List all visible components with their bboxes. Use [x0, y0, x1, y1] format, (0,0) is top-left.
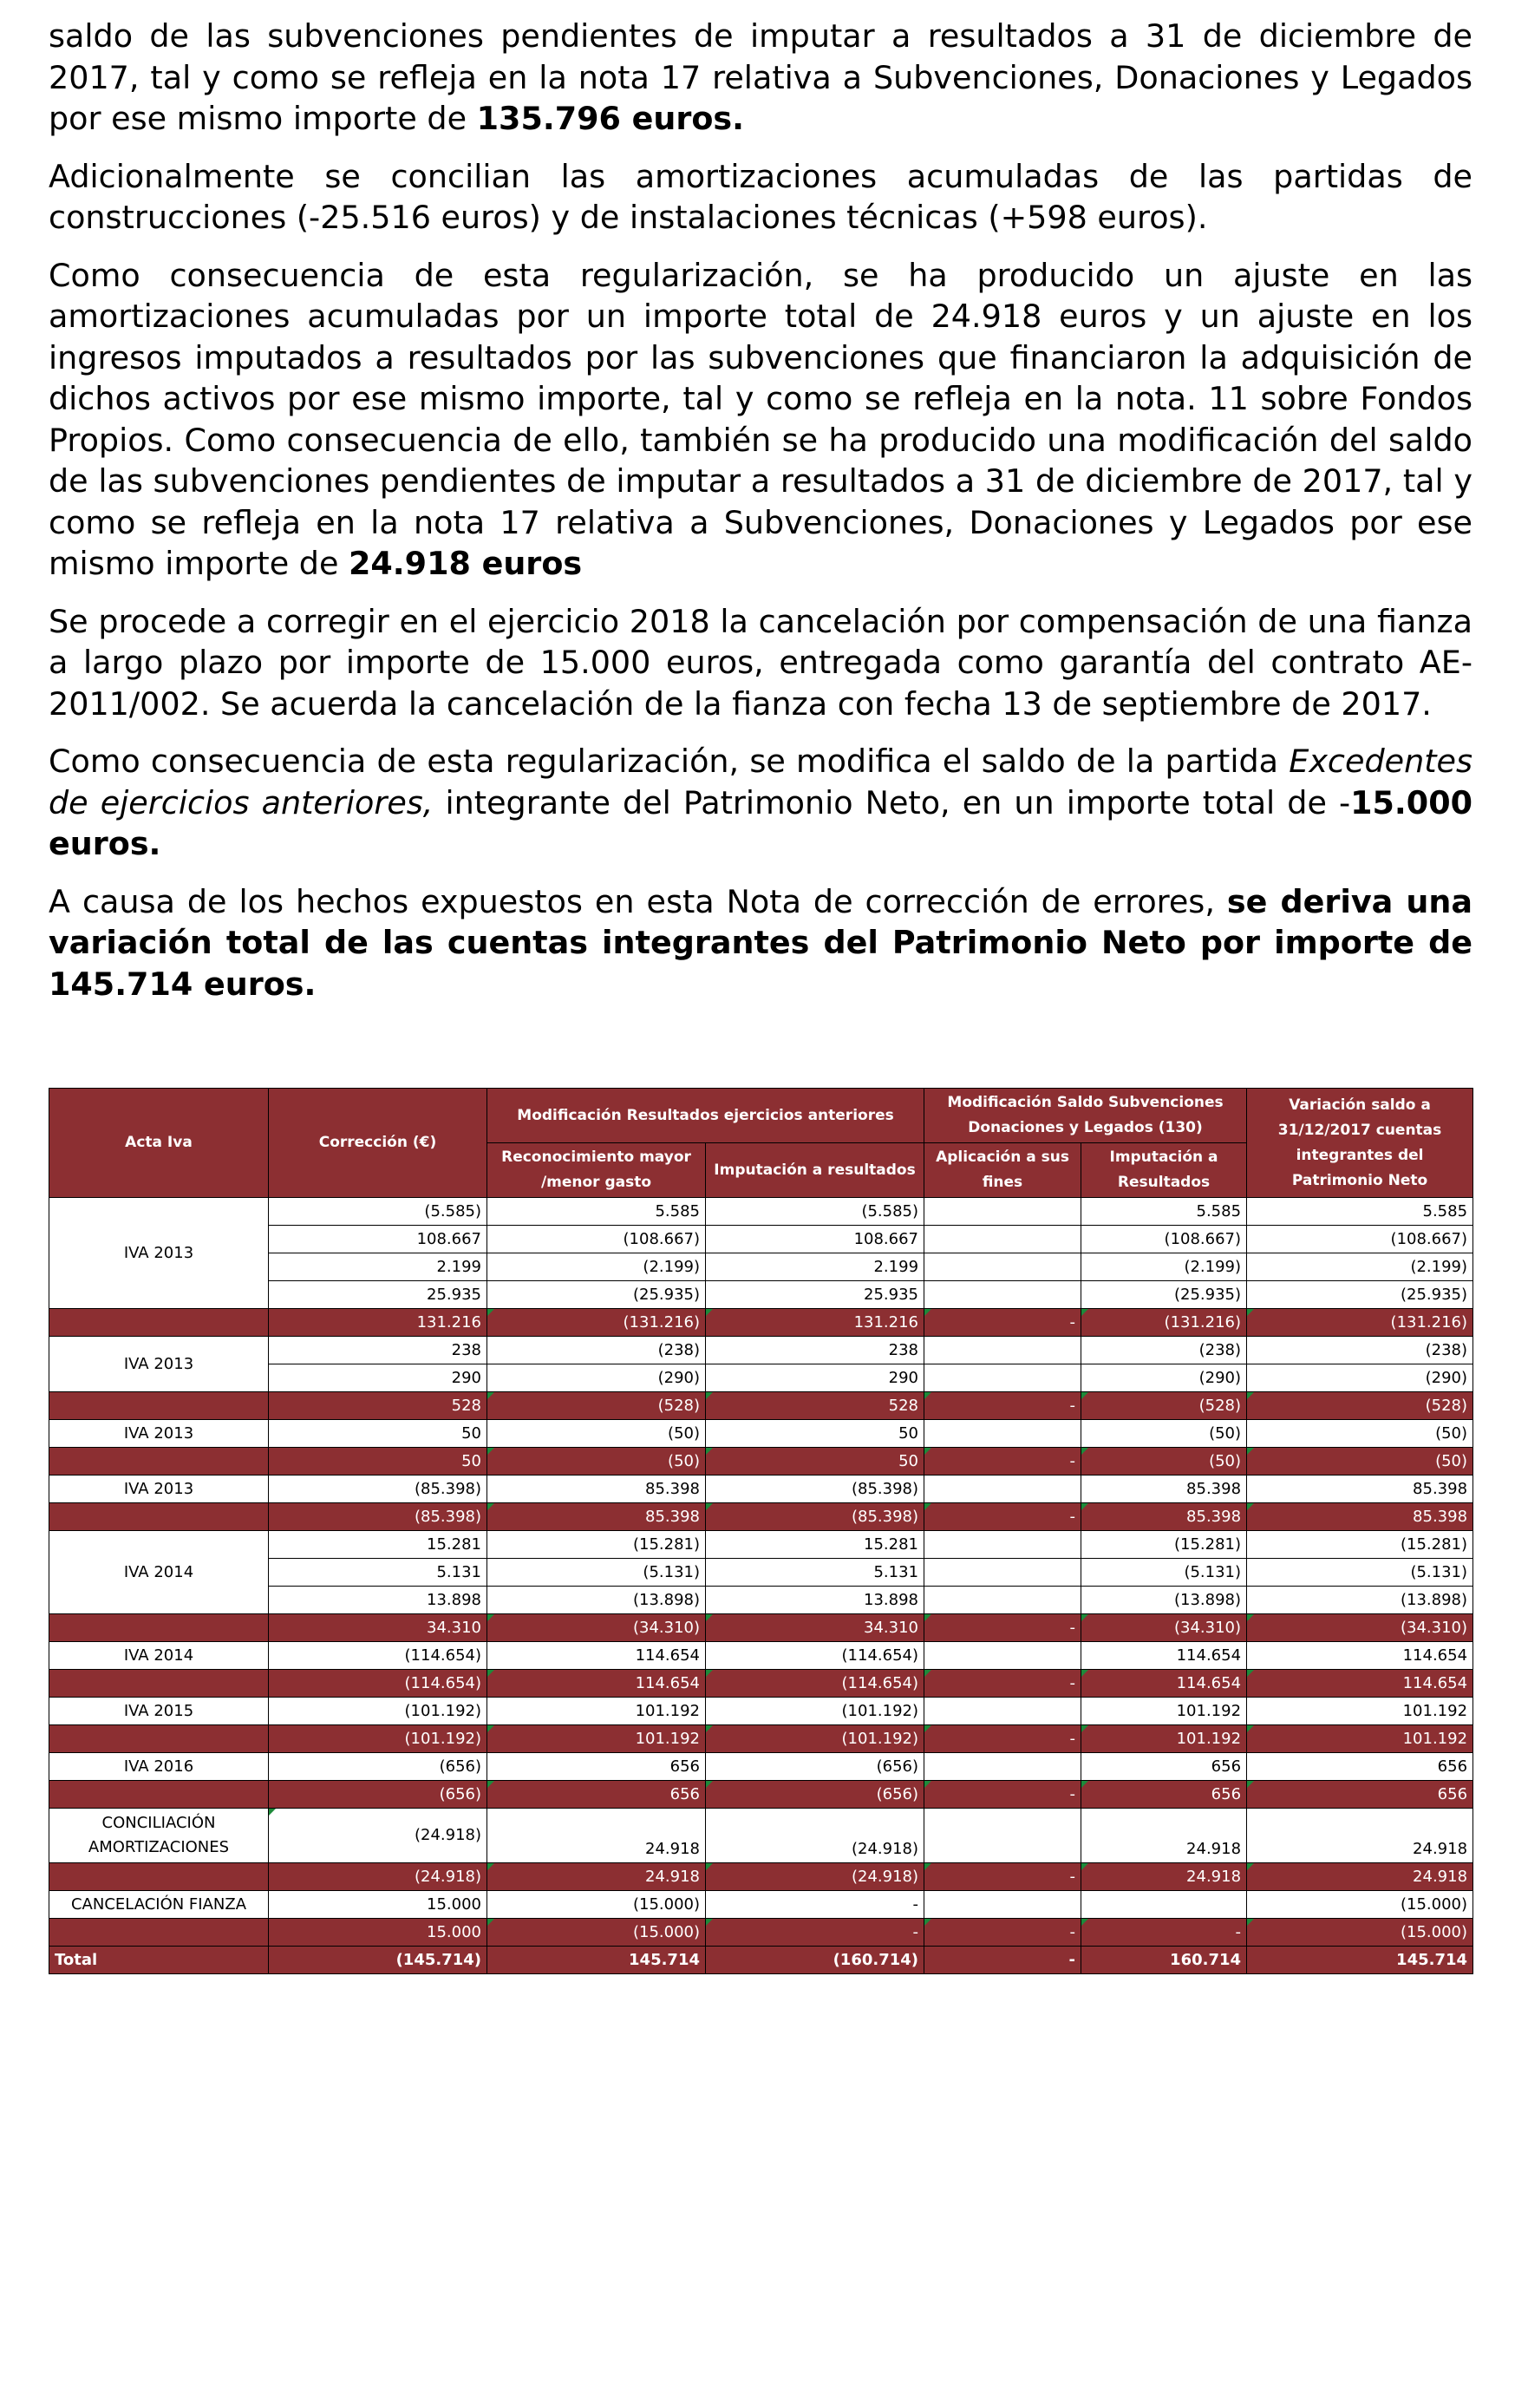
acta-label: IVA 2013 — [49, 1420, 269, 1448]
table-cell: 24.918 — [487, 1809, 706, 1863]
table-cell: (238) — [487, 1337, 706, 1364]
table-cell: (25.935) — [1081, 1281, 1247, 1309]
table-cell — [1081, 1891, 1247, 1919]
document-body — [49, 16, 1472, 1021]
subtotal-cell: (24.918) — [706, 1863, 924, 1891]
table-cell: (5.131) — [1247, 1559, 1473, 1587]
subtotal-cell: (131.216) — [1247, 1309, 1473, 1337]
table-cell: 290 — [706, 1364, 924, 1392]
subtotal-cell: (656) — [706, 1781, 924, 1809]
table-cell: (24.918) — [269, 1809, 487, 1863]
table-cell: 15.281 — [706, 1531, 924, 1559]
subtotal-cell: - — [924, 1781, 1081, 1809]
subtotal-row — [49, 1863, 1473, 1891]
subtotal-cell: 656 — [1081, 1781, 1247, 1809]
paragraph-1: saldo de las subvenciones pendientes de imputar a resultados a 31 de diciembre de 2017, tal y como se refleja en la nota 17 relativa a Subvenciones, Donaciones y Legados por ese mismo importe de 135.796 euros. — [49, 17, 1472, 137]
subtotal-cell: (528) — [487, 1392, 706, 1420]
total-cell: 160.714 — [1081, 1947, 1247, 1974]
subtotal-cell: 24.918 — [1247, 1863, 1473, 1891]
table-cell: 5.585 — [1081, 1198, 1247, 1226]
subtotal-cell: (528) — [1247, 1392, 1473, 1420]
subtotal-cell: (528) — [1081, 1392, 1247, 1420]
table-cell: (101.192) — [706, 1698, 924, 1725]
table-cell: 656 — [1081, 1753, 1247, 1781]
subtotal-cell: 528 — [706, 1392, 924, 1420]
table-cell: 114.654 — [1247, 1642, 1473, 1670]
subtotal-cell: 114.654 — [1081, 1670, 1247, 1698]
table-body — [49, 1198, 1473, 1974]
table-cell: (5.131) — [1081, 1559, 1247, 1587]
subtotal-cell: - — [924, 1503, 1081, 1531]
subtotal-cell: (114.654) — [269, 1670, 487, 1698]
table-cell: (15.281) — [1081, 1531, 1247, 1559]
header-correccion: Corrección (€) — [269, 1089, 487, 1198]
subtotal-cell: 528 — [269, 1392, 487, 1420]
subtotal-cell: - — [706, 1919, 924, 1947]
table-cell: (101.192) — [269, 1698, 487, 1725]
header-aplicacion-fines: Aplicación a sus fines — [924, 1143, 1081, 1198]
subtotal-cell: - — [1081, 1919, 1247, 1947]
subtotal-cell: (24.918) — [269, 1863, 487, 1891]
table-cell: (50) — [1081, 1420, 1247, 1448]
table-cell — [924, 1559, 1081, 1587]
table-cell: 5.131 — [269, 1559, 487, 1587]
subtotal-cell: (50) — [487, 1448, 706, 1476]
subtotal-cell: - — [924, 1392, 1081, 1420]
subtotal-cell: (34.310) — [1081, 1614, 1247, 1642]
header-imputacion-resultados: Imputación a resultados — [706, 1143, 924, 1198]
table-cell: (15.281) — [487, 1531, 706, 1559]
subtotal-cell: (34.310) — [487, 1614, 706, 1642]
subtotal-spacer — [49, 1863, 269, 1891]
table-cell: 85.398 — [1247, 1476, 1473, 1503]
total-label: Total — [49, 1947, 269, 1974]
paragraph-3: Como consecuencia de esta regularización, se ha producido un ajuste en las amortizaciones acumuladas por un importe total de 24.918 euros y un ajuste en los ingresos imputados a resultados por las subvenciones que financiaron la adquisición de dichos activos por ese mismo importe, tal y como se refleja en la nota. 11 sobre Fondos Propios. Como consecuencia de ello, también se ha producido una modificación del saldo de las subvenciones pendientes de imputar a resultados a 31 de diciembre de 2017, tal y como se refleja en la nota 17 relativa a Subvenciones, Donaciones y Legados por ese mismo importe de 24.918 euros — [49, 256, 1472, 582]
subtotal-cell: 101.192 — [1081, 1725, 1247, 1753]
table-cell: 114.654 — [1081, 1642, 1247, 1670]
table-row — [49, 1420, 1473, 1448]
table-cell: 2.199 — [269, 1253, 487, 1281]
subtotal-cell: 656 — [487, 1781, 706, 1809]
subtotal-cell: - — [924, 1448, 1081, 1476]
subtotal-spacer — [49, 1614, 269, 1642]
table-cell: (290) — [1081, 1364, 1247, 1392]
subtotal-spacer — [49, 1448, 269, 1476]
table-cell: 238 — [269, 1337, 487, 1364]
table-cell — [924, 1809, 1081, 1863]
table-cell: (13.898) — [1247, 1587, 1473, 1614]
subtotal-cell: 101.192 — [487, 1725, 706, 1753]
subtotal-spacer — [49, 1309, 269, 1337]
total-cell: (145.714) — [269, 1947, 487, 1974]
table-cell — [924, 1226, 1081, 1253]
acta-label: IVA 2016 — [49, 1753, 269, 1781]
acta-label: IVA 2015 — [49, 1698, 269, 1725]
table-cell: (108.667) — [1081, 1226, 1247, 1253]
subtotal-cell: 101.192 — [1247, 1725, 1473, 1753]
table-cell: 108.667 — [269, 1226, 487, 1253]
paragraph-6: A causa de los hechos expuestos en esta Nota de corrección de errores, se deriva una variación total de las cuentas integrantes del Patrimonio Neto por importe de 145.714 euros. — [49, 882, 1472, 1003]
header-variacion: Variación saldo a 31/12/2017 cuentas integrantes del Patrimonio Neto — [1247, 1089, 1473, 1198]
subtotal-row — [49, 1919, 1473, 1947]
subtotal-row — [49, 1781, 1473, 1809]
table-cell: 50 — [706, 1420, 924, 1448]
subtotal-cell: (131.216) — [487, 1309, 706, 1337]
table-cell: 108.667 — [706, 1226, 924, 1253]
subtotal-cell: (114.654) — [706, 1670, 924, 1698]
table-cell: (108.667) — [487, 1226, 706, 1253]
header-acta: Acta Iva — [49, 1089, 269, 1198]
table-cell: (108.667) — [1247, 1226, 1473, 1253]
table-cell — [924, 1753, 1081, 1781]
table-cell — [924, 1891, 1081, 1919]
table-cell: 85.398 — [1081, 1476, 1247, 1503]
table-cell: 238 — [706, 1337, 924, 1364]
table-row — [49, 1891, 1473, 1919]
table-row — [49, 1476, 1473, 1503]
subtotal-cell: 114.654 — [1247, 1670, 1473, 1698]
subtotal-cell: - — [924, 1670, 1081, 1698]
subtotal-cell: - — [924, 1725, 1081, 1753]
subtotal-cell: (101.192) — [269, 1725, 487, 1753]
paragraph-2: Adicionalmente se concilian las amortizaciones acumuladas de las partidas de construcciones (-25.516 euros) y de instalaciones técnicas (+598 euros). — [49, 157, 1472, 236]
acta-label: IVA 2014 — [49, 1531, 269, 1614]
total-cell: - — [924, 1947, 1081, 1974]
subtotal-spacer — [49, 1919, 269, 1947]
header-imputacion-Resultados: Imputación a Resultados — [1081, 1143, 1247, 1198]
acta-label: CANCELACIÓN FIANZA — [49, 1891, 269, 1919]
acta-label: IVA 2013 — [49, 1198, 269, 1309]
table-cell: 101.192 — [487, 1698, 706, 1725]
table-cell: (2.199) — [1081, 1253, 1247, 1281]
table-cell: 24.918 — [1247, 1809, 1473, 1863]
table-cell: (114.654) — [706, 1642, 924, 1670]
subtotal-cell: 131.216 — [706, 1309, 924, 1337]
subtotal-cell: - — [924, 1863, 1081, 1891]
table-cell: (238) — [1081, 1337, 1247, 1364]
table-cell — [924, 1476, 1081, 1503]
table-cell: 50 — [269, 1420, 487, 1448]
table-cell: (15.000) — [487, 1891, 706, 1919]
subtotal-cell: (656) — [269, 1781, 487, 1809]
table-cell: (13.898) — [1081, 1587, 1247, 1614]
subtotal-cell: 15.000 — [269, 1919, 487, 1947]
header-mod-resultados: Modificación Resultados ejercicios anteriores — [487, 1089, 924, 1143]
subtotal-cell: 24.918 — [487, 1863, 706, 1891]
subtotal-row — [49, 1448, 1473, 1476]
subtotal-cell: 34.310 — [269, 1614, 487, 1642]
subtotal-cell: - — [924, 1614, 1081, 1642]
subtotal-spacer — [49, 1392, 269, 1420]
table-cell: (238) — [1247, 1337, 1473, 1364]
subtotal-cell: 85.398 — [1247, 1503, 1473, 1531]
subtotal-cell: - — [924, 1309, 1081, 1337]
subtotal-cell: (34.310) — [1247, 1614, 1473, 1642]
table-cell — [924, 1642, 1081, 1670]
table-cell: (24.918) — [706, 1809, 924, 1863]
table-cell: (13.898) — [487, 1587, 706, 1614]
table-cell — [924, 1198, 1081, 1226]
table-cell — [924, 1420, 1081, 1448]
subtotal-cell: 85.398 — [1081, 1503, 1247, 1531]
table-cell — [924, 1698, 1081, 1725]
subtotal-cell: (15.000) — [1247, 1919, 1473, 1947]
subtotal-spacer — [49, 1781, 269, 1809]
table-row — [49, 1642, 1473, 1670]
table-cell: (290) — [1247, 1364, 1473, 1392]
subtotal-row — [49, 1309, 1473, 1337]
table-row — [49, 1753, 1473, 1781]
table-cell: 25.935 — [269, 1281, 487, 1309]
subtotal-spacer — [49, 1725, 269, 1753]
table-cell: 2.199 — [706, 1253, 924, 1281]
subtotal-row — [49, 1670, 1473, 1698]
table-cell: 101.192 — [1247, 1698, 1473, 1725]
subtotal-row — [49, 1503, 1473, 1531]
table-header — [49, 1089, 1473, 1198]
subtotal-cell: 131.216 — [269, 1309, 487, 1337]
subtotal-cell: (15.000) — [487, 1919, 706, 1947]
subtotal-spacer — [49, 1670, 269, 1698]
header-mod-saldo: Modificación Saldo Subvenciones Donaciones y Legados (130) — [924, 1089, 1247, 1143]
table-cell: 25.935 — [706, 1281, 924, 1309]
subtotal-cell: 50 — [269, 1448, 487, 1476]
table-cell: 15.281 — [269, 1531, 487, 1559]
subtotal-row — [49, 1392, 1473, 1420]
table-row — [49, 1698, 1473, 1725]
subtotal-row — [49, 1614, 1473, 1642]
table-row — [49, 1809, 1473, 1863]
subtotal-cell: (131.216) — [1081, 1309, 1247, 1337]
table-cell: (25.935) — [487, 1281, 706, 1309]
subtotal-cell: - — [924, 1919, 1081, 1947]
table-cell: 114.654 — [487, 1642, 706, 1670]
subtotal-row — [49, 1725, 1473, 1753]
table-cell: (5.585) — [706, 1198, 924, 1226]
table-cell: 5.131 — [706, 1559, 924, 1587]
table-row — [49, 1337, 1473, 1364]
subtotal-cell: 50 — [706, 1448, 924, 1476]
table-cell: (114.654) — [269, 1642, 487, 1670]
subtotal-cell: (50) — [1247, 1448, 1473, 1476]
table-cell: - — [706, 1891, 924, 1919]
table-cell — [924, 1531, 1081, 1559]
table-cell: (85.398) — [269, 1476, 487, 1503]
subtotal-cell: 656 — [1247, 1781, 1473, 1809]
table-cell — [924, 1253, 1081, 1281]
table-cell: 24.918 — [1081, 1809, 1247, 1863]
subtotal-cell: (85.398) — [706, 1503, 924, 1531]
table-cell: (290) — [487, 1364, 706, 1392]
total-cell: (160.714) — [706, 1947, 924, 1974]
table-cell: 101.192 — [1081, 1698, 1247, 1725]
subtotal-cell: 114.654 — [487, 1670, 706, 1698]
table-cell: 5.585 — [1247, 1198, 1473, 1226]
table-cell: (25.935) — [1247, 1281, 1473, 1309]
acta-label: IVA 2014 — [49, 1642, 269, 1670]
subtotal-cell: (50) — [1081, 1448, 1247, 1476]
subtotal-cell: 34.310 — [706, 1614, 924, 1642]
total-row — [49, 1947, 1473, 1974]
subtotal-cell: (85.398) — [269, 1503, 487, 1531]
table-cell: (656) — [269, 1753, 487, 1781]
paragraph-4: Se procede a corregir en el ejercicio 2018 la cancelación por compensación de una fianza a largo plazo por importe de 15.000 euros, entregada como garantía del contrato AE-2011/002. Se acuerda la cancelación de la fianza con fecha 13 de septiembre de 2017. — [49, 602, 1472, 723]
paragraph-5: Como consecuencia de esta regularización, se modifica el saldo de la partida Excedentes de ejercicios anteriores, integrante del Patrimonio Neto, en un importe total de -15.000 euros. — [49, 743, 1472, 862]
table-cell — [924, 1587, 1081, 1614]
table-cell — [924, 1364, 1081, 1392]
subtotal-spacer — [49, 1503, 269, 1531]
total-cell: 145.714 — [1247, 1947, 1473, 1974]
table-cell: (5.131) — [487, 1559, 706, 1587]
table-cell: 15.000 — [269, 1891, 487, 1919]
table-cell: 290 — [269, 1364, 487, 1392]
acta-label: IVA 2013 — [49, 1337, 269, 1392]
table-cell: (15.281) — [1247, 1531, 1473, 1559]
table-cell: (15.000) — [1247, 1891, 1473, 1919]
table-cell: 13.898 — [269, 1587, 487, 1614]
table-cell: 13.898 — [706, 1587, 924, 1614]
table-row — [49, 1531, 1473, 1559]
table-cell: (50) — [1247, 1420, 1473, 1448]
table-cell: 5.585 — [487, 1198, 706, 1226]
table-cell: (5.585) — [269, 1198, 487, 1226]
subtotal-cell: (101.192) — [706, 1725, 924, 1753]
table-cell: (656) — [706, 1753, 924, 1781]
total-cell: 145.714 — [487, 1947, 706, 1974]
acta-label: CONCILIACIÓN AMORTIZACIONES — [49, 1809, 269, 1863]
table-cell: (85.398) — [706, 1476, 924, 1503]
correction-table — [49, 1088, 1473, 1974]
subtotal-cell: 85.398 — [487, 1503, 706, 1531]
acta-label: IVA 2013 — [49, 1476, 269, 1503]
table-cell: 656 — [1247, 1753, 1473, 1781]
table-cell — [924, 1281, 1081, 1309]
table-cell: (2.199) — [487, 1253, 706, 1281]
table-cell: (50) — [487, 1420, 706, 1448]
table-row — [49, 1198, 1473, 1226]
table-cell: (2.199) — [1247, 1253, 1473, 1281]
table-cell: 85.398 — [487, 1476, 706, 1503]
table-cell: 656 — [487, 1753, 706, 1781]
header-reconocimiento: Reconocimiento mayor /menor gasto — [487, 1143, 706, 1198]
table-cell — [924, 1337, 1081, 1364]
subtotal-cell: 24.918 — [1081, 1863, 1247, 1891]
